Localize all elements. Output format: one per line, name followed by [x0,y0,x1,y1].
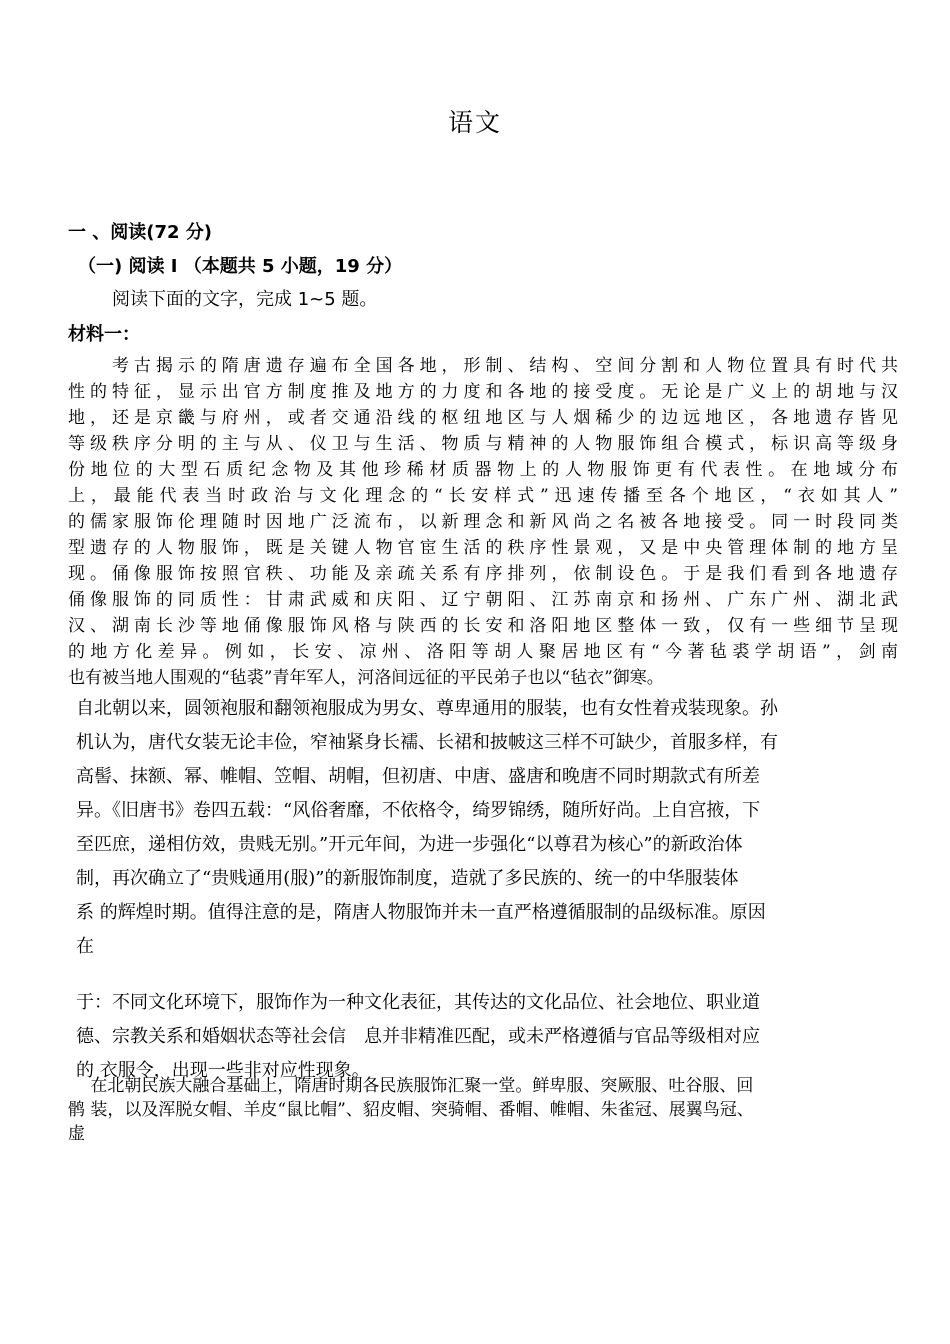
paragraph-line: 鹘 装，以及浑脱女帽、羊皮“鼠比帽”、貂皮帽、突骑帽、番帽、帷帽、朱雀冠、展翼鸟冠、 [68,1100,754,1120]
paragraph-line: 汉、湖南长沙等地俑像服饰风格与陕西的长安和洛阳地区整体一致，仅有一些细节呈现 [68,616,898,636]
paragraph-2 [76,692,906,1088]
paragraph-line: 的 衣服令，出现一些非对应性现象。 [76,1060,370,1081]
paragraph-3 [68,1074,898,1146]
paragraph-line: 也有被当地人围观的“毡裘”青年军人，河洛间远征的平民弟子也以“毡衣”御寒。 [68,668,664,688]
paragraph-line: 型遗存的人物服饰，既是关键人物官宦生活的秩序性景观，又是中央管理体制的地方呈 [68,538,898,558]
paragraph-line: 于：不同文化环境下，服饰作为一种文化表征，其传达的文化品位、社会地位、职业道 [76,992,760,1013]
paragraph-line: 异。《旧唐书》卷四五载：“风俗奢靡，不依格令，绮罗锦绣，随所好尚。上自宫掖，下 [76,800,761,821]
section-heading-reading: 一 、阅读(72 分) [68,222,213,243]
subsection-heading-reading-1: （一) 阅读 Ⅰ （本题共 5 小题，19 分） [78,256,403,277]
paragraph-line: 现。俑像服饰按照官秩、功能及亲疏关系有序排列，依制设色。于是我们看到各地遗存 [68,564,898,584]
paragraph-line: 考古揭示的隋唐遗存遍布全国各地，形制、结构、空间分割和人物位置具有时代共 [68,356,898,376]
paragraph-line: 自北朝以来，圆领袍服和翻领袍服成为男女、尊卑通用的服装，也有女性着戎装现象。孙 [76,698,778,719]
paragraph-line: 的儒家服饰伦理随时因地广泛流布，以新理念和新风尚之名被各地接受。同一时段同类 [68,512,898,532]
paragraph-line: 高髻、抹额、幂、帷帽、笠帽、胡帽，但初唐、中唐、盛唐和晚唐不同时期款式有所差 [76,766,760,787]
paragraph-line: 在北朝民族大融合基础上，隋唐时期各民族服饰汇聚一堂。鲜卑服、突厥服、吐谷服、回 [68,1076,754,1096]
paragraph-line: 地，还是京畿与府州，或者交通沿线的枢纽地区与人烟稀少的边远地区，各地遗存皆见 [68,408,898,428]
paragraph-line: 机认为，唐代女装无论丰俭，窄袖紧身长襦、长裙和披帔这三样不可缺少，首服多样，有 [76,732,778,753]
paragraph-line: 在 [76,936,94,957]
paragraph-line: 系 的辉煌时期。值得注意的是，隋唐人物服饰并未一直严格遵循服制的品级标准。原因 [76,902,766,923]
paragraph-line: 制，再次确立了“贵贱通用(服)”的新服饰制度，造就了多民族的、统一的中华服装体 [76,868,739,889]
paragraph-line: 份地位的大型石质纪念物及其他珍稀材质器物上的人物服饰更有代表性。在地域分布 [68,460,898,480]
paragraph-line: 至匹庶，递相仿效，贵贱无别。”开元年间，为进一步强化“以尊君为核心”的新政治体 [76,834,743,855]
paragraph-line: 俑像服饰的同质性：甘肃武威和庆阳、辽宁朝阳、江苏南京和扬州、广东广州、湖北武 [68,590,898,610]
page-title: 语文 [447,108,502,137]
paragraph-line: 性的特征，显示出官方制度推及地方的力度和各地的接受度。无论是广义上的胡地与汉 [68,382,898,402]
instruction-text: 阅读下面的文字，完成 1~5 题。 [112,289,378,310]
paragraph-line: 德、宗教关系和婚姻状态等社会信 息并非精准匹配，或未严格遵循与官品等级相对应 [76,1026,760,1047]
paragraph-line: 上，最能代表当时政治与文化理念的“长安样式”迅速传播至各个地区，“衣如其人” [68,486,898,506]
paragraph-line: 虚 [68,1124,85,1144]
material-1-label: 材料一： [68,324,140,345]
paragraph-1 [68,353,898,691]
paragraph-line: 的地方化差异。例如，长安、凉州、洛阳等胡人聚居地区有“今著毡裘学胡语”，剑南 [68,642,898,662]
paragraph-line: 等级秩序分明的主与从、仪卫与生活、物质与精神的人物服饰组合模式，标识高等级身 [68,434,898,454]
